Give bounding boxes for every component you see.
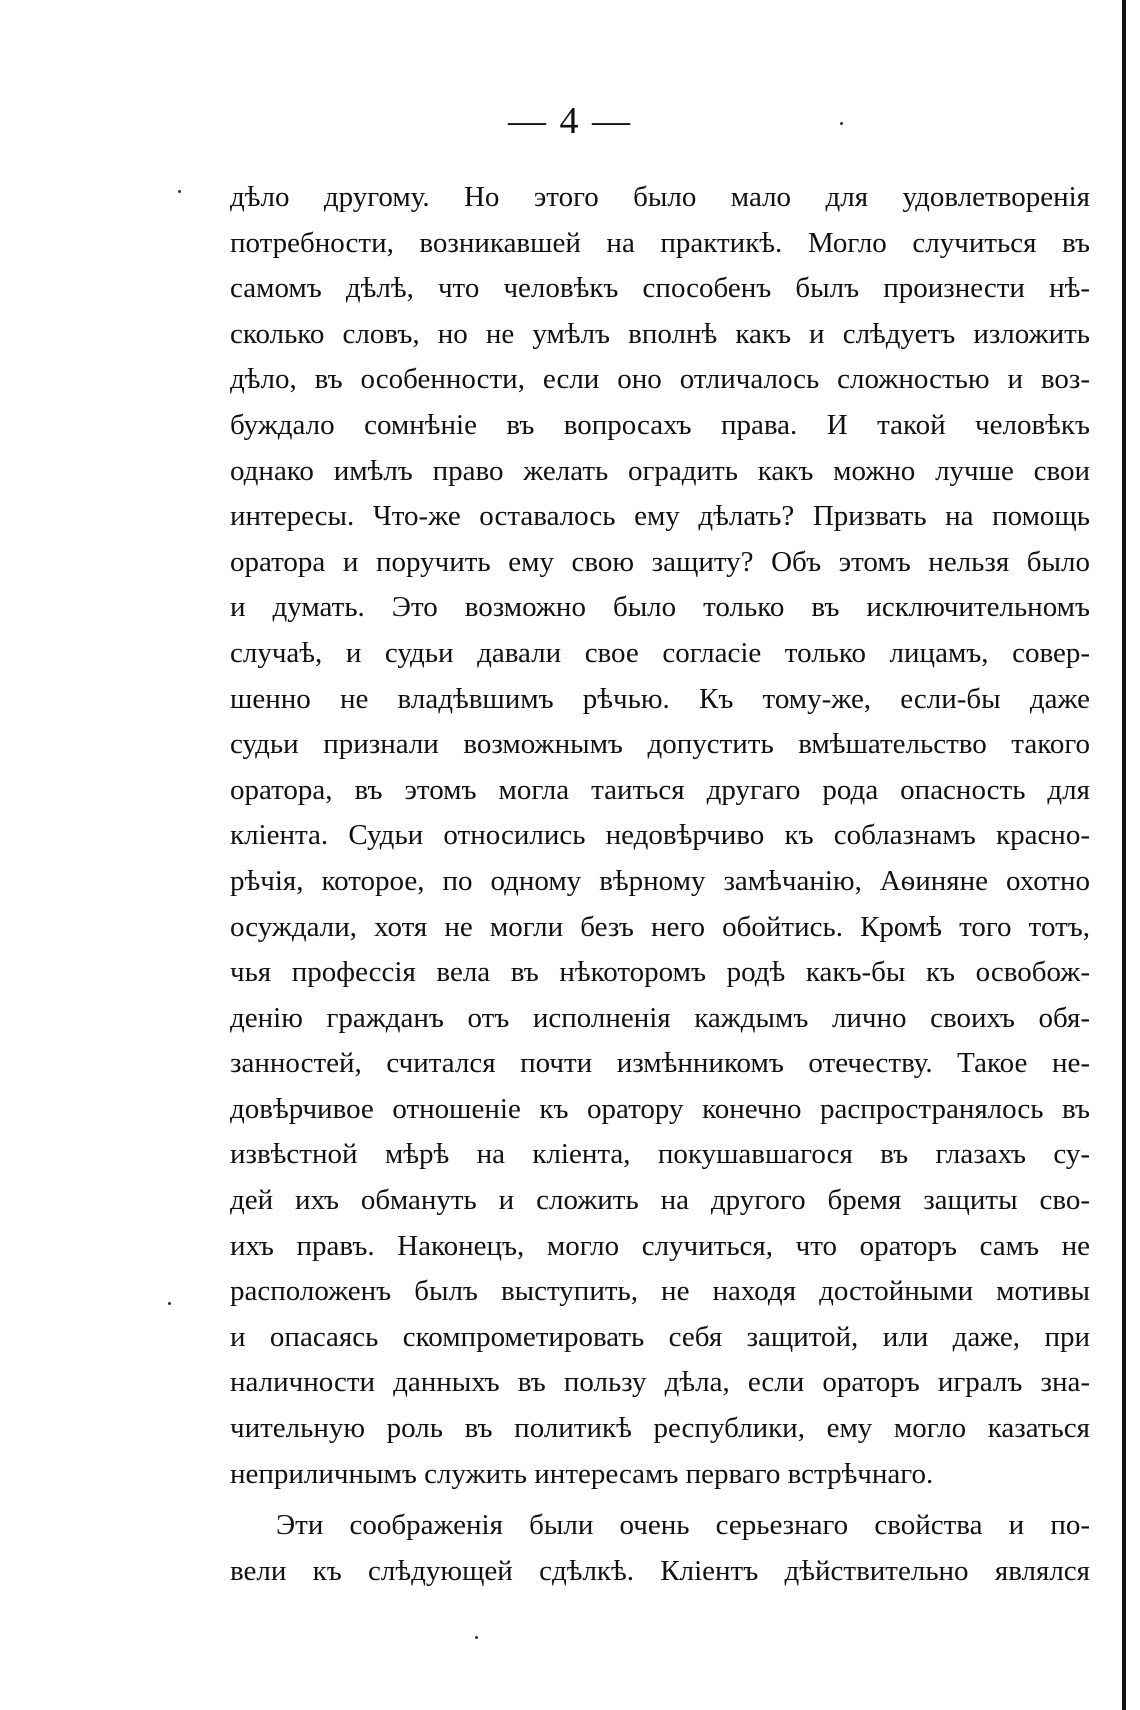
text-line: дѣло, въ особенности, если оно отличалось сложностью и воз- [230,363,1090,396]
text-line: рѣчія, которое, по одному вѣрному замѣчанію, Аѳиняне охотно [230,864,1090,897]
paragraph-2 [230,1503,1090,1594]
body-text [230,175,1090,1594]
text-line: самомъ дѣлѣ, что человѣкъ способенъ былъ произнести нѣ- [230,272,1090,305]
text-line: дей ихъ обмануть и сложить на другого бремя защиты сво- [230,1184,1090,1217]
text-line: дѣло другому. Но этого было мало для удовлетворенія [230,181,1090,213]
print-speck [178,190,181,193]
page-edge-rule [1122,0,1126,1710]
text-line: потребности, возникавшей на практикѣ. Могло случиться въ [230,226,1090,259]
text-line: буждало сомнѣніе въ вопросахъ права. И такой человѣкъ [230,408,1090,441]
text-line: судьи признали возможнымъ допустить вмѣшательство такого [230,728,1090,761]
text-line: вели къ слѣдующей сдѣлкѣ. Кліентъ дѣйствительно являлся [230,1554,1090,1587]
text-line: интересы. Что-же оставалось ему дѣлать? Призвать на помощь [230,500,1090,533]
text-line: случаѣ, и судьи давали свое согласіе только лицамъ, совер- [230,636,1090,669]
paragraph-1 [230,175,1090,1497]
text-line: Эти соображенія были очень серьезнаго свойства и по- [276,1509,1090,1542]
text-line: ихъ правъ. Наконецъ, могло случиться, что ораторъ самъ не [230,1229,1090,1262]
text-line: денію гражданъ отъ исполненія каждымъ лично своихъ обя- [230,1001,1090,1034]
text-line: наличности данныхъ въ пользу дѣла, если ораторъ игралъ зна- [230,1366,1090,1399]
page-number: — 4 — [508,100,632,142]
text-line: расположенъ былъ выступить, не находя достойными мотивы [230,1275,1090,1308]
text-line: чья профессія вела въ нѣкоторомъ родѣ какъ-бы къ освобож- [230,956,1090,989]
text-line: чительную роль въ политикѣ республики, ему могло казаться [230,1412,1090,1445]
text-line: неприличнымъ служить интересамъ перваго встрѣчнаго. [230,1457,934,1490]
text-line: занностей, считался почти измѣнникомъ отечеству. Такое не- [230,1047,1090,1080]
text-line: оратора и поручить ему свою защиту? Объ этомъ нельзя было [230,545,1090,578]
text-line: однако имѣлъ право желать оградить какъ можно лучше свои [230,454,1090,487]
text-line: кліента. Судьи относились недовѣрчиво къ соблазнамъ красно- [230,819,1090,852]
text-line: довѣрчивое отношеніе къ оратору конечно распространялось въ [230,1092,1090,1125]
print-speck [475,1636,478,1639]
text-line: шенно не владѣвшимъ рѣчью. Къ тому-же, если-бы даже [230,682,1090,715]
text-line: осуждали, хотя не могли безъ него обойтись. Кромѣ того тотъ, [230,910,1090,943]
print-speck [168,1302,171,1305]
text-line: оратора, въ этомъ могла таиться другаго рода опасность для [230,773,1090,806]
text-line: сколько словъ, но не умѣлъ вполнѣ какъ и слѣдуетъ изложить [230,317,1090,350]
text-line: извѣстной мѣрѣ на кліента, покушавшагося въ глазахъ су- [230,1138,1090,1171]
text-line: и опасаясь скомпрометировать себя защитой, или даже, при [230,1320,1090,1353]
text-line: и думать. Это возможно было только въ исключительномъ [230,591,1090,624]
